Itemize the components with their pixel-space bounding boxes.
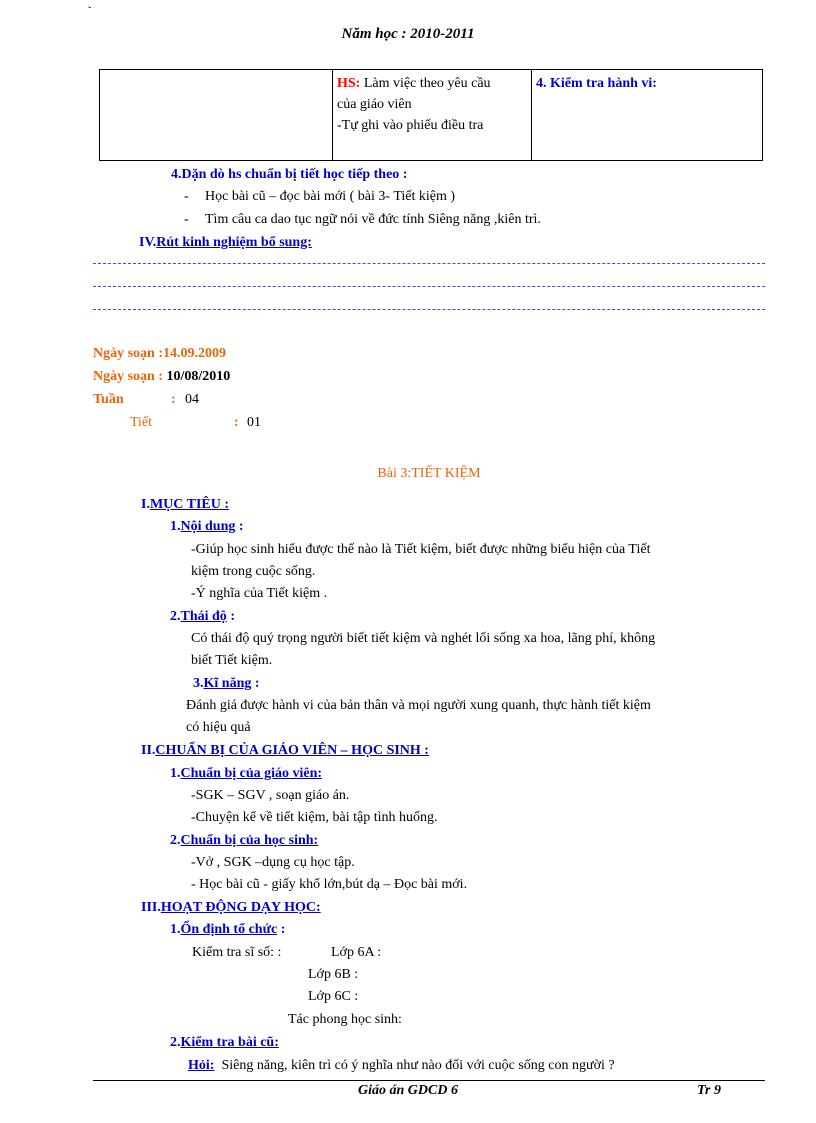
sub-suffix: : <box>277 922 286 937</box>
page-header-title: Năm học : 2010-2011 <box>341 26 475 42</box>
table-cell-student <box>333 70 532 161</box>
sub-title: Chuẩn bị của giáo viên: <box>180 766 323 781</box>
homework-heading: 4.Dặn dò hs chuẩn bị tiết học tiếp theo : <box>171 167 408 182</box>
sub-title: Thái độ <box>180 609 227 624</box>
sub-title: Kĩ năng <box>203 676 252 691</box>
prep-date-2-value: 10/08/2010 <box>166 369 231 384</box>
dashed-line-3 <box>93 309 765 310</box>
period-label: Tiết <box>130 415 153 430</box>
section-1-numeral: I. <box>141 497 150 512</box>
content-line: -SGK – SGV , soạn giáo án. <box>191 788 350 803</box>
section-1-title: MỤC TIÊU : <box>149 497 230 512</box>
attendance-label: Kiểm tra sĩ số: : <box>192 945 282 960</box>
content-line: -Vở , SGK –dụng cụ học tập. <box>191 855 355 870</box>
sub-title: Chuẩn bị của học sinh: <box>180 833 319 848</box>
section-3-sub-1-heading <box>170 922 285 938</box>
sub-title: Kiểm tra bài cũ: <box>180 1035 279 1050</box>
lesson-title: Bài 3:TIẾT KIỆM <box>377 466 481 481</box>
sub-number: 2. <box>170 1035 181 1050</box>
class-6a: Lớp 6A : <box>331 945 382 960</box>
sub-title: Ổn định tổ chức <box>180 922 278 937</box>
prep-date-1: Ngày soạn :14.09.2009 <box>93 346 227 361</box>
content-line: -Giúp học sinh hiểu được thế nào là Tiết kiệm, biết được những biểu hiện của Tiết <box>191 542 651 557</box>
continuation-table <box>99 69 763 161</box>
sub-number: 1. <box>170 922 181 937</box>
footer-left: Giáo án GDCD 6 <box>358 1083 458 1098</box>
period-colon: : <box>234 415 239 430</box>
footer-page-number: Tr 9 <box>697 1083 721 1098</box>
section-2-sub-1-heading <box>170 766 322 782</box>
week-colon: : <box>171 392 176 407</box>
experience-heading <box>139 235 312 251</box>
section-2-title: CHUẨN BỊ CỦA GIÁO VIÊN – HỌC SINH : <box>155 743 429 758</box>
check-behavior-heading: 4. Kiểm tra hành vi: <box>536 76 657 91</box>
class-6c: Lớp 6C : <box>308 989 359 1004</box>
hs-label: HS: <box>337 76 361 91</box>
content-line: -Ý nghĩa của Tiết kiệm . <box>191 586 328 601</box>
content-line: Có thái độ quý trọng người biết tiết kiệm và nghét lối sống xa hoa, lãng phí, không <box>191 631 656 646</box>
question-text: Siêng năng, kiên trì có ý nghĩa như nào đối với cuộc sống con người ? <box>221 1058 615 1073</box>
student-manner: Tác phong học sinh: <box>288 1012 402 1027</box>
sub-suffix: : <box>251 676 260 691</box>
corner-mark: ˇ <box>88 6 92 17</box>
hs-line-1: Làm việc theo yêu cầu <box>363 76 491 91</box>
content-line: - Học bài cũ - giấy khổ lớn,bút dạ – Đọc bài mới. <box>191 877 468 892</box>
section-3-numeral: III. <box>141 900 161 915</box>
class-6b: Lớp 6B : <box>308 967 359 982</box>
period-value: 01 <box>247 415 261 430</box>
sub-number: 2. <box>170 609 181 624</box>
section-2-sub-2-heading <box>170 833 318 849</box>
section-1-sub-1-heading <box>170 519 244 535</box>
sub-title: Nội dung <box>180 519 236 534</box>
experience-numeral: IV. <box>139 235 157 250</box>
prep-date-2 <box>93 369 230 385</box>
section-1-sub-3-heading <box>193 676 260 692</box>
section-3-sub-2-heading <box>170 1035 279 1051</box>
question-label: Hỏi: <box>188 1058 215 1073</box>
hs-line-3: -Tự ghi vào phiếu điều tra <box>337 118 484 133</box>
section-2-heading <box>141 743 429 759</box>
experience-title: Rút kinh nghiệm bổ sung: <box>156 235 312 250</box>
section-1-sub-2-heading <box>170 609 235 625</box>
section-1-heading <box>141 497 229 513</box>
sub-number: 2. <box>170 833 181 848</box>
hs-line-2: của giáo viên <box>337 97 412 112</box>
table-cell-content <box>532 70 763 161</box>
sub-number: 3. <box>193 676 204 691</box>
dashed-line-2 <box>93 286 765 287</box>
content-line: kiệm trong cuộc sống. <box>191 564 316 579</box>
content-line: Đánh giá được hành vi của bản thân và mọi người xung quanh, thực hành tiết kiệm <box>186 698 651 713</box>
section-2-numeral: II. <box>141 743 156 758</box>
sub-suffix: : <box>226 609 235 624</box>
content-line: -Chuyện kể về tiết kiệm, bài tập tình huống. <box>191 810 438 825</box>
week-value: 04 <box>185 392 199 407</box>
question-line <box>188 1058 615 1074</box>
content-line: biết Tiết kiệm. <box>191 653 273 668</box>
homework-bullet-1: - <box>184 189 189 204</box>
sub-number: 1. <box>170 519 181 534</box>
homework-item-2: Tìm câu ca dao tục ngữ nói về đức tính Siêng năng ,kiên trì. <box>205 212 541 227</box>
content-line: có hiệu quả <box>186 720 251 735</box>
dashed-line-1 <box>93 263 765 264</box>
prep-date-2-label: Ngày soạn : <box>93 369 164 384</box>
footer-rule <box>93 1080 765 1081</box>
sub-number: 1. <box>170 766 181 781</box>
homework-item-1: Học bài cũ – đọc bài mới ( bài 3- Tiết kiệm ) <box>205 189 456 204</box>
section-3-heading <box>141 900 321 916</box>
table-cell-teacher <box>100 70 333 161</box>
homework-bullet-2: - <box>184 212 189 227</box>
section-3-title: HOẠT ĐỘNG DẠY HỌC: <box>160 900 321 915</box>
sub-suffix: : <box>235 519 244 534</box>
week-label: Tuần <box>93 392 124 407</box>
